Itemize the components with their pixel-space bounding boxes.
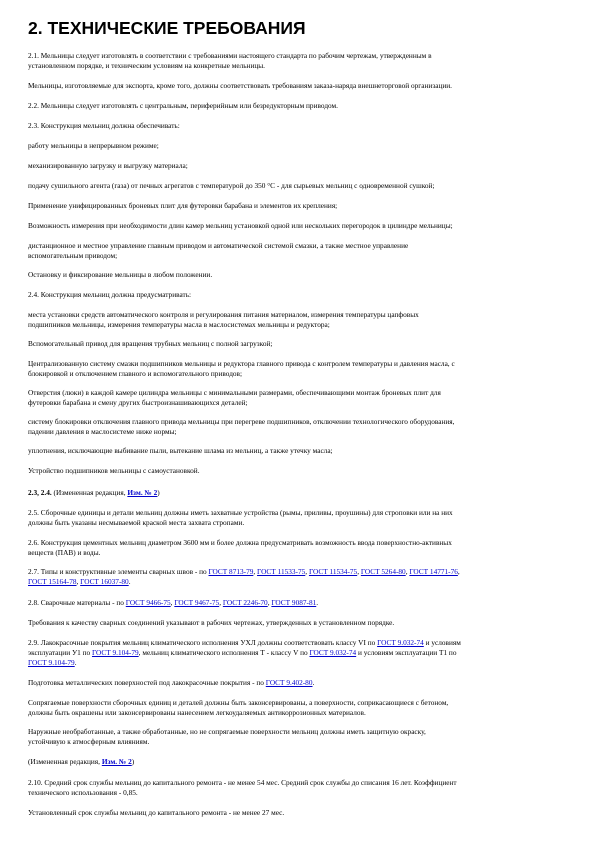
text-segment: , <box>253 567 258 576</box>
text-line <box>28 270 568 280</box>
text-segment: 2.1. Мельницы следует изготовлять в соответствии с требованиями настоящего стандарта по рабочим чертежам, утвержденным в <box>28 51 432 60</box>
reference-link[interactable]: Изм. № 2 <box>101 757 132 766</box>
text-line <box>28 518 568 528</box>
text-segment: и условиям <box>423 638 461 647</box>
paragraph <box>28 241 568 261</box>
text-segment: дистанционное и местное управление главным приводом и автоматической системой смазки, а также местное управление <box>28 241 409 250</box>
text-line <box>28 538 568 548</box>
reference-link[interactable]: ГОСТ 9467-75 <box>174 598 220 607</box>
text-segment: Применение унифицированных броневых плит для футеровки барабана и элементов их крепления; <box>28 201 338 210</box>
text-line <box>28 808 568 818</box>
text-segment: Сопрягаемые поверхности сборочных единиц и деталей должны быть законсервированы, а поверхности, соприкасающиеся с бетоном, <box>28 698 449 707</box>
paragraph <box>28 508 568 528</box>
text-segment: 2.10. Средний срок службы мельниц до капитального ремонта - не менее 54 мес. Средний срок службы до списания 16 лет. Коэффициент <box>28 778 457 787</box>
paragraph <box>28 678 568 688</box>
text-segment: работу мельницы в непрерывном режиме; <box>28 141 159 150</box>
text-segment: Мельницы, изготовляемые для экспорта, кроме того, должны соответствовать требованиям заказа-наряда внешнеторговой организации. <box>28 81 452 90</box>
paragraph <box>28 141 568 151</box>
text-line <box>28 388 568 398</box>
paragraph <box>28 446 568 456</box>
text-line <box>28 141 568 151</box>
text-segment: технического использования - 0,85. <box>28 788 138 798</box>
reference-link[interactable]: ГОСТ 9.032-74 <box>309 648 357 658</box>
text-line <box>28 161 568 171</box>
text-segment: , <box>76 577 81 587</box>
text-line <box>28 181 568 191</box>
text-segment: , <box>267 598 272 607</box>
text-segment: , мельниц климатического исполнения Т - классу V по <box>138 648 310 658</box>
text-segment: , <box>405 567 410 576</box>
text-segment: подшипников мельницы, измерения температуры масла в маслосистемах мельницы и редуктора; <box>28 320 330 330</box>
text-line <box>28 488 568 498</box>
text-segment: . <box>128 577 131 587</box>
paragraph <box>28 359 568 379</box>
text-line <box>28 427 568 437</box>
paragraph <box>28 538 568 558</box>
text-segment: устойчивую к атмосферным влияниям. <box>28 737 150 747</box>
text-segment: падении давления в маслосистеме ниже нормы; <box>28 427 177 437</box>
reference-link[interactable]: ГОСТ 9.402-80 <box>265 678 313 687</box>
text-line <box>28 618 568 628</box>
text-segment: Установленный срок службы мельниц до капитального ремонта - не менее 27 мес. <box>28 808 285 817</box>
text-segment: . <box>316 598 319 607</box>
paragraph <box>28 201 568 211</box>
text-segment: 2.9. Лакокрасочные покрытия мельниц климатического исполнения УХЛ должны соответствовать классу VI по <box>28 638 378 647</box>
text-line <box>28 359 568 369</box>
reference-link[interactable]: ГОСТ 9087-81 <box>271 598 317 607</box>
text-segment: , <box>219 598 223 607</box>
text-segment: . <box>312 678 315 687</box>
text-line <box>28 446 568 456</box>
paragraph <box>28 161 568 171</box>
reference-link[interactable]: ГОСТ 9.104-79 <box>28 658 75 668</box>
text-line <box>28 101 568 111</box>
paragraph <box>28 638 568 669</box>
text-segment: Наружные необработанные, а также обработанные, но не сопрягаемые поверхности мельниц должны иметь защитную окраску, <box>28 727 426 736</box>
text-segment: , <box>457 567 460 576</box>
text-line <box>28 727 568 737</box>
text-line <box>28 121 568 131</box>
text-segment: Централизованную систему смазки подшипников мельницы и редуктора главного привода с контролем температуры и давления масла, с <box>28 359 455 368</box>
text-line <box>28 567 568 577</box>
paragraph <box>28 757 568 767</box>
reference-link[interactable]: ГОСТ 9.104-79 <box>91 648 139 658</box>
paragraph <box>28 221 568 231</box>
text-segment: футеровки барабана и смену других быстроизнашивающихся деталей; <box>28 398 248 408</box>
text-line <box>28 398 568 408</box>
text-segment: ) <box>131 757 135 766</box>
text-line <box>28 778 568 788</box>
reference-link[interactable]: ГОСТ 14771-76 <box>409 567 458 576</box>
paragraph <box>28 290 568 300</box>
paragraph <box>28 101 568 111</box>
text-line <box>28 201 568 211</box>
text-line <box>28 221 568 231</box>
text-segment: , <box>170 598 175 607</box>
text-segment: (Измененная редакция, <box>28 757 102 766</box>
text-segment: 2.5. Сборочные единицы и детали мельниц должны иметь захватные устройства (рымы, приливы, проушины) для строповки или на них <box>28 508 453 517</box>
text-line <box>28 648 568 658</box>
text-segment: вспомогательным приводом; <box>28 251 118 261</box>
paragraph <box>28 181 568 191</box>
text-segment: уплотнения, исключающие выбивание пыли, вытекание шлама из мельниц, а также утечку масла; <box>28 446 333 455</box>
text-segment: 2.7. Типы и конструктивные элементы сварных швов - по <box>28 567 209 576</box>
paragraph <box>28 618 568 628</box>
paragraph <box>28 698 568 718</box>
reference-link[interactable]: ГОСТ 8713-79 <box>208 567 254 576</box>
text-segment: систему блокировки отключения главного привода мельницы при перегреве подшипников, отключении технологического оборудования, <box>28 417 455 426</box>
reference-link[interactable]: ГОСТ 9466-75 <box>125 598 171 607</box>
text-segment: 2.6. Конструкция цементных мельниц диаметром 3600 мм и более должна предусматривать возможность ввода поверхностно-активных <box>28 538 452 547</box>
text-line <box>28 788 568 798</box>
text-segment: , <box>305 567 309 576</box>
text-segment: должны быть указаны несмываемой краской места захвата стропами. <box>28 518 245 528</box>
text-segment: Остановку и фиксирование мельницы в любом положении. <box>28 270 213 279</box>
reference-link[interactable]: ГОСТ 5264-80 <box>360 567 406 576</box>
paragraph <box>28 567 568 587</box>
text-segment: эксплуатации У1 по <box>28 648 92 658</box>
text-line <box>28 757 568 767</box>
text-line <box>28 708 568 718</box>
paragraph <box>28 388 568 408</box>
reference-link[interactable]: ГОСТ 16037-80 <box>80 577 129 587</box>
text-segment: ) <box>157 488 160 497</box>
text-segment: 2.8. Сварочные материалы - по <box>28 598 126 607</box>
text-segment: установленном порядке, и техническим условиям на конкретные мельницы. <box>28 61 265 71</box>
text-line <box>28 737 568 747</box>
text-segment: блокировкой и отключением главного и вспомогательного приводов; <box>28 369 243 379</box>
text-line <box>28 61 568 71</box>
paragraph <box>28 598 568 608</box>
text-segment: , <box>357 567 361 576</box>
text-line <box>28 658 568 668</box>
text-line <box>28 310 568 320</box>
reference-link[interactable]: ГОСТ 15164-78 <box>28 577 77 587</box>
text-line <box>28 51 568 61</box>
text-segment: подачу сушильного агента (газа) от печных агрегатов с температурой до 350 °С - для сырьевых мельниц с одновременной сушкой; <box>28 181 435 190</box>
text-line <box>28 638 568 648</box>
text-segment: Возможность измерения при необходимости длин камер мельниц установкой одной или нескольких перегородок в цилиндре мельницы; <box>28 221 453 230</box>
paragraph <box>28 466 568 476</box>
text-line <box>28 81 568 91</box>
paragraph <box>28 488 568 498</box>
text-segment: веществ (ПАВ) и воды. <box>28 548 101 558</box>
reference-link[interactable]: ГОСТ 2246-70 <box>222 598 268 607</box>
paragraph <box>28 270 568 280</box>
text-line <box>28 320 568 330</box>
reference-link[interactable]: ГОСТ 11533-75 <box>257 567 306 576</box>
text-segment: и условиям эксплуатации Т1 по <box>356 648 457 658</box>
reference-link[interactable]: ГОСТ 11534-75 <box>308 567 358 576</box>
reference-link[interactable]: ГОСТ 9.032-74 <box>377 638 424 647</box>
text-line <box>28 678 568 688</box>
text-segment: 2.3, 2.4. <box>28 488 54 497</box>
section-title: 2. ТЕХНИЧЕСКИЕ ТРЕБОВАНИЯ <box>28 18 306 38</box>
paragraph <box>28 121 568 131</box>
text-segment: (Измененная редакция, <box>53 488 128 497</box>
text-segment: . <box>74 658 77 668</box>
text-line <box>28 577 568 587</box>
text-line <box>28 339 568 349</box>
paragraph <box>28 339 568 349</box>
text-segment: Отверстия (люки) в каждой камере цилиндра мельницы с минимальными размерами, обеспечивающими монтаж броневых плит для <box>28 388 441 397</box>
text-line <box>28 548 568 558</box>
text-line <box>28 241 568 251</box>
paragraph <box>28 778 568 798</box>
text-segment: Подготовка металлических поверхностей под лакокрасочные покрытия - по <box>28 678 266 687</box>
text-line <box>28 251 568 261</box>
paragraph <box>28 727 568 747</box>
reference-link[interactable]: Изм. № 2 <box>127 488 158 497</box>
text-line <box>28 290 568 300</box>
paragraph <box>28 81 568 91</box>
text-segment: 2.3. Конструкция мельниц должна обеспечивать: <box>28 121 180 130</box>
text-line <box>28 698 568 708</box>
text-segment: механизированную загрузку и выгрузку материала; <box>28 161 188 170</box>
text-segment: Требования к качеству сварных соединений указывают в рабочих чертежах, утвержденных в установленном порядке. <box>28 618 395 627</box>
text-segment: 2.4. Конструкция мельниц должна предусматривать: <box>28 290 192 299</box>
text-segment: Устройство подшипников мельницы с самоустановкой. <box>28 466 200 475</box>
text-segment: должны быть окрашены или законсервированы нанесением легкоудаляемых антикоррозионных материалов. <box>28 708 366 718</box>
text-segment: Вспомогательный привод для вращения трубных мельниц с полной загрузкой; <box>28 339 273 348</box>
text-line <box>28 417 568 427</box>
paragraph <box>28 310 568 330</box>
text-line <box>28 508 568 518</box>
text-line <box>28 369 568 379</box>
paragraph <box>28 808 568 818</box>
text-line <box>28 598 568 608</box>
text-line <box>28 466 568 476</box>
paragraph <box>28 417 568 437</box>
paragraph <box>28 51 568 71</box>
text-segment: 2.2. Мельницы следует изготовлять с центральным, периферийным или безредукторным приводом. <box>28 101 338 110</box>
text-segment: места установки средств автоматического контроля и регулирования питания материалом, измерения температуры цапфовых <box>28 310 419 319</box>
